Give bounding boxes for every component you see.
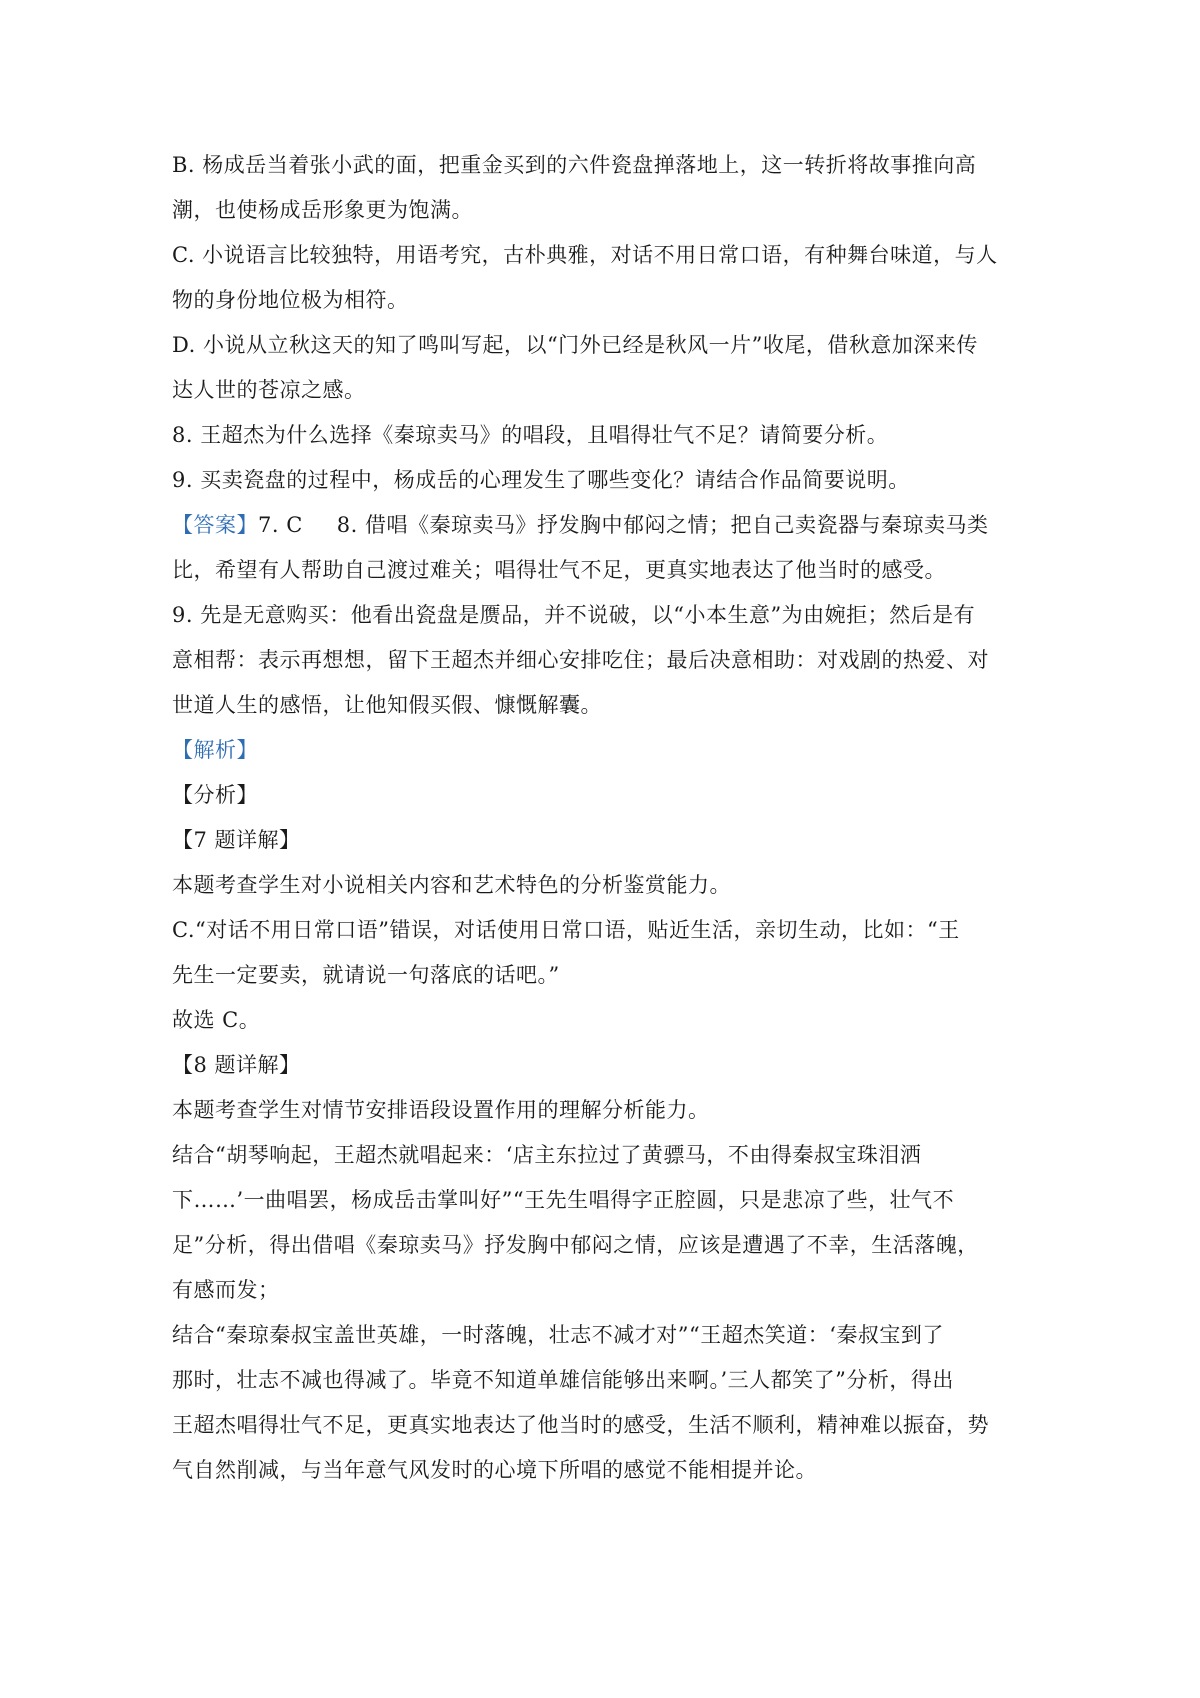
q8-line-7: 那时，壮志不减也得减了。毕竟不知道单雄信能够出来啊。’三人都笑了”分析，得出 <box>172 1368 954 1392</box>
analysis-fenxi: 【分析】 <box>172 783 258 807</box>
q7-line-2: C.“对话不用日常口语”错误，对话使用日常口语，贴近生活，亲切生动，比如：“王 <box>172 918 960 942</box>
answer-8-line-2: 比，希望有人帮助自己渡过难关；唱得壮气不足，更真实地表达了他当时的感受。 <box>172 558 946 582</box>
option-d-line-2: 达人世的苍凉之感。 <box>172 378 366 402</box>
option-b-line-1: B. 杨成岳当着张小武的面，把重金买到的六件瓷盘掸落地上，这一转折将故事推向高 <box>172 153 977 177</box>
question-9: 9. 买卖瓷盘的过程中，杨成岳的心理发生了哪些变化？请结合作品简要说明。 <box>172 468 910 492</box>
document-body <box>172 143 1052 1493</box>
option-b-line-2: 潮，也使杨成岳形象更为饱满。 <box>172 198 473 222</box>
question-8: 8. 王超杰为什么选择《秦琼卖马》的唱段，且唱得壮气不足？请简要分析。 <box>172 423 889 447</box>
q8-line-3: 下……’一曲唱罢，杨成岳击掌叫好”“王先生唱得字正腔圆，只是悲凉了些，壮气不 <box>172 1188 955 1212</box>
q7-line-3: 先生一定要卖，就请说一句落底的话吧。” <box>172 963 560 987</box>
answer-8-line-1: 8. 借唱《秦琼卖马》抒发胸中郁闷之情；把自己卖瓷器与秦琼卖马类 <box>336 513 989 537</box>
q7-line-1: 本题考查学生对小说相关内容和艺术特色的分析鉴赏能力。 <box>172 873 731 897</box>
q8-line-4: 足”分析，得出借唱《秦琼卖马》抒发胸中郁闷之情，应该是遭遇了不幸，生活落魄， <box>172 1233 979 1257</box>
q8-line-8: 王超杰唱得壮气不足，更真实地表达了他当时的感受，生活不顺利，精神难以振奋，势 <box>172 1413 989 1437</box>
q8-line-6: 结合“秦琼秦叔宝盖世英雄，一时落魄，壮志不减才对”“王超杰笑道：‘秦叔宝到了 <box>172 1323 944 1347</box>
q8-line-5: 有感而发； <box>172 1278 280 1302</box>
option-c-line-1: C. 小说语言比较独特，用语考究，古朴典雅，对话不用日常口语，有种舞台味道，与人 <box>172 243 998 267</box>
q8-line-2: 结合“胡琴响起，王超杰就唱起来：‘店主东拉过了黄骠马，不由得秦叔宝珠泪洒 <box>172 1143 922 1167</box>
option-d-line-1: D. 小说从立秋这天的知了鸣叫写起，以“门外已经是秋风一片”收尾，借秋意加深来传 <box>172 333 978 357</box>
q8-heading: 【8 题详解】 <box>172 1053 301 1077</box>
answer-9-line-3: 世道人生的感悟，让他知假买假、慷慨解囊。 <box>172 693 602 717</box>
answer-line-1 <box>172 503 1052 548</box>
q7-line-4: 故选 C。 <box>172 1008 261 1032</box>
q8-line-1: 本题考查学生对情节安排语段设置作用的理解分析能力。 <box>172 1098 710 1122</box>
answer-9-line-2: 意相帮：表示再想想，留下王超杰并细心安排吃住；最后决意相助：对戏剧的热爱、对 <box>172 648 989 672</box>
analysis-tag: 【解析】 <box>172 738 258 762</box>
answer-7: 7. C <box>258 513 303 537</box>
q8-line-9: 气自然削减，与当年意气风发时的心境下所唱的感觉不能相提并论。 <box>172 1458 817 1482</box>
q7-heading: 【7 题详解】 <box>172 828 301 852</box>
option-c-line-2: 物的身份地位极为相符。 <box>172 288 409 312</box>
answer-tag: 【答案】 <box>172 513 258 537</box>
answer-9-line-1: 9. 先是无意购买：他看出瓷盘是赝品，并不说破，以“小本生意”为由婉拒；然后是有 <box>172 603 976 627</box>
